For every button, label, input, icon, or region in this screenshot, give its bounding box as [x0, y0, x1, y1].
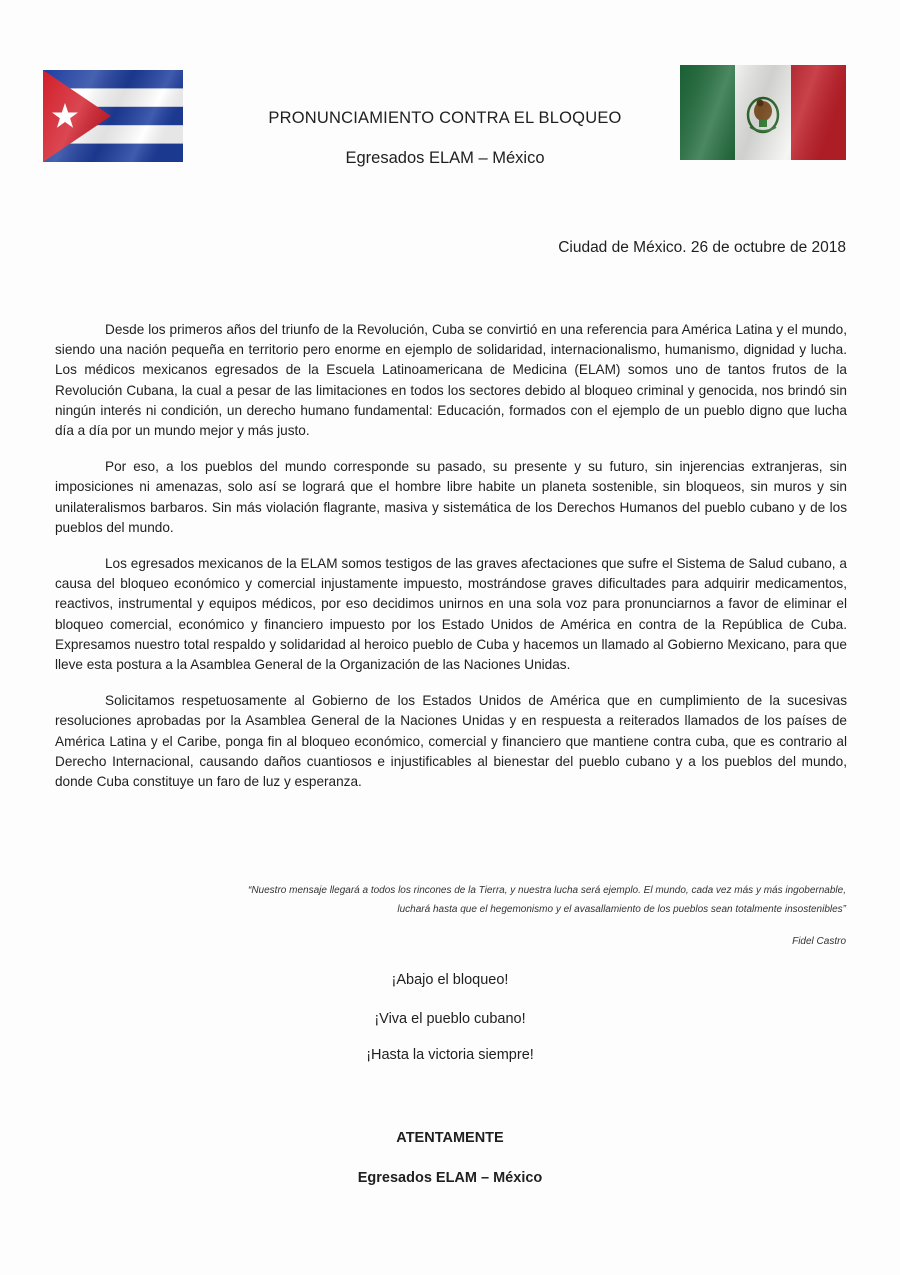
paragraph: Desde los primeros años del triunfo de la Revolución, Cuba se convirtió en una referencia para América Latina y el mundo, siendo una nación pequeña en territorio pero enorme en ejemplo de solidaridad, internacionalismo, humanismo, dignidad y lucha. Los médicos mexicanos egresados de la Escuela Latinoamericana de Medicina (ELAM) somos uno de tantos frutos de la Revolución Cubana, la cual a pesar de las limitaciones en todos los sectores debido al bloqueo criminal y genocida, nos brindó sin ningún interés ni condición, un derecho humano fundamental: Educación, formados con el ejemplo de un pueblo digno que lucha día a día por un mundo mejor y más justo. — [55, 322, 847, 439]
paragraph: Por eso, a los pueblos del mundo corresponde su pasado, su presente y su futuro, sin injerencias extranjeras, sin imposiciones ni amenazas, solo así se logrará que el hombre libre habite un planeta sostenible, sin bloqueos, sin muros y sin unilateralismos barbaros. Sin más violación flagrante, masiva y sistemática de los Derechos Humanos del pueblo cubano y de los pueblos del mundo. — [55, 459, 847, 535]
paragraph: Los egresados mexicanos de la ELAM somos testigos de las graves afectaciones que sufre el Sistema de Salud cubano, a causa del bloqueo económico y comercial injustamente impuesto, mostrándose graves dificultades para adquirir medicamentos, reactivos, instrumental y equipos médicos, por eso decidimos unirnos en una sola voz para pronunciarnos a favor de eliminar el bloqueo comercial, económico y financiero impuesto por los Estado Unidos de América en contra de la República de Cuba. Expresamos nuestro total respaldo y solidaridad al heroico pueblo de Cuba y hacemos un llamado al Gobierno Mexicano, para que lleve esta postura a la Asamblea General de la Organización de las Naciones Unidas. — [55, 556, 847, 673]
slogan: ¡Viva el pueblo cubano! — [374, 1011, 526, 1027]
body-text — [55, 320, 847, 808]
quote-author: Fidel Castro — [792, 936, 846, 947]
cuba-flag-icon — [43, 70, 183, 162]
slogan: ¡Hasta la victoria siempre! — [366, 1047, 534, 1063]
signature: Egresados ELAM – México — [357, 1170, 543, 1186]
slogan: ¡Abajo el bloqueo! — [391, 972, 509, 988]
closing-salutation: ATENTAMENTE — [396, 1130, 504, 1146]
quote-line: “Nuestro mensaje llegará a todos los rincones de la Tierra, y nuestra lucha será ejemplo. El mundo, cada vez más y más ingobernable, — [248, 885, 846, 896]
mexico-flag-icon — [680, 65, 846, 160]
quote-line: luchará hasta que el hegemonismo y el avasallamiento de los pueblos sean totalmente insostenibles” — [397, 904, 846, 915]
document-title: PRONUNCIAMIENTO CONTRA EL BLOQUEO — [268, 109, 622, 127]
document-subtitle: Egresados ELAM – México — [345, 149, 545, 167]
paragraph: Solicitamos respetuosamente al Gobierno de los Estados Unidos de América que en cumplimiento de la sucesivas resoluciones aprobadas por la Asamblea General de la Naciones Unidas y en respuesta a reiterados llamados de los países de América Latina y el Caribe, ponga fin al bloqueo económico, comercial y financiero que mantiene contra cuba, que es contrario al Derecho Internacional, causando daños cuantiosos e injustificables al bienestar del pueblo cubano y a los pueblos del mundo, donde Cuba constituye un faro de luz y esperanza. — [55, 693, 847, 790]
date-line: Ciudad de México. 26 de octubre de 2018 — [558, 239, 846, 256]
quote — [86, 881, 846, 919]
